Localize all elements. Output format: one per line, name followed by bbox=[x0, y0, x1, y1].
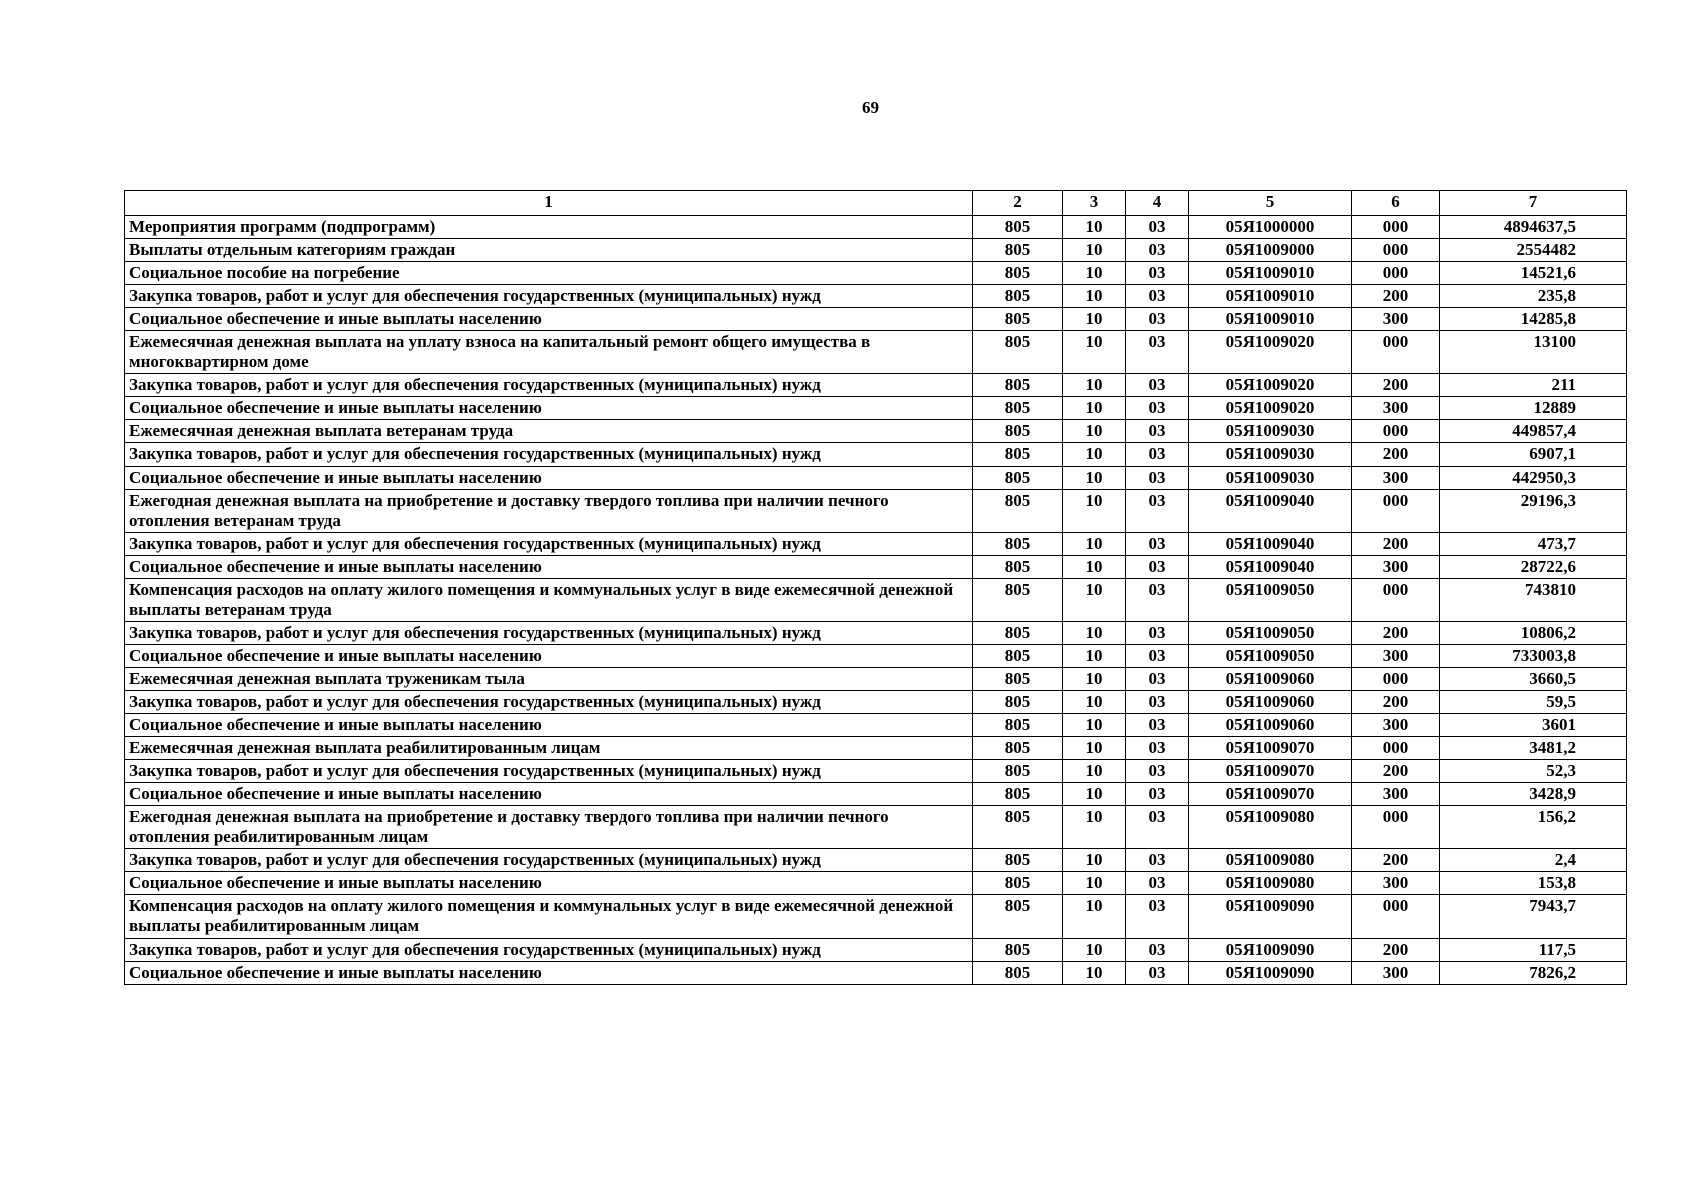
page-number: 69 bbox=[862, 98, 879, 117]
cell-section: 10 bbox=[1063, 262, 1126, 285]
cell-target-article: 05Я1009070 bbox=[1189, 783, 1352, 806]
cell-section: 10 bbox=[1063, 578, 1126, 621]
cell-subsection: 03 bbox=[1126, 216, 1189, 239]
cell-amount: 442950,3 bbox=[1440, 466, 1627, 489]
cell-expense-type: 000 bbox=[1352, 216, 1440, 239]
cell-target-article: 05Я1009020 bbox=[1189, 331, 1352, 374]
cell-section: 10 bbox=[1063, 466, 1126, 489]
cell-expense-type: 000 bbox=[1352, 262, 1440, 285]
cell-subsection: 03 bbox=[1126, 239, 1189, 262]
cell-subsection: 03 bbox=[1126, 714, 1189, 737]
row-name: Социальное обеспечение и иные выплаты населению bbox=[125, 872, 973, 895]
row-name: Социальное обеспечение и иные выплаты населению bbox=[125, 961, 973, 984]
table-row bbox=[125, 961, 1627, 984]
cell-section: 10 bbox=[1063, 397, 1126, 420]
table-row bbox=[125, 938, 1627, 961]
cell-amount: 14521,6 bbox=[1440, 262, 1627, 285]
cell-expense-type: 300 bbox=[1352, 555, 1440, 578]
cell-expense-type: 000 bbox=[1352, 489, 1440, 532]
row-name: Ежемесячная денежная выплата реабилитированным лицам bbox=[125, 737, 973, 760]
row-name: Социальное обеспечение и иные выплаты населению bbox=[125, 466, 973, 489]
row-name: Компенсация расходов на оплату жилого помещения и коммунальных услуг в виде ежемесячной денежной выплаты реабилитированным лицам bbox=[125, 895, 973, 938]
cell-subsection: 03 bbox=[1126, 578, 1189, 621]
cell-expense-type: 200 bbox=[1352, 760, 1440, 783]
row-name: Социальное обеспечение и иные выплаты населению bbox=[125, 555, 973, 578]
row-name: Ежемесячная денежная выплата на уплату взноса на капитальный ремонт общего имущества в многоквартирном доме bbox=[125, 331, 973, 374]
cell-amount: 3428,9 bbox=[1440, 783, 1627, 806]
row-name: Закупка товаров, работ и услуг для обеспечения государственных (муниципальных) нужд bbox=[125, 443, 973, 466]
row-name: Ежегодная денежная выплата на приобретение и доставку твердого топлива при наличии печного отопления ветеранам труда bbox=[125, 489, 973, 532]
cell-section: 10 bbox=[1063, 216, 1126, 239]
row-name: Закупка товаров, работ и услуг для обеспечения государственных (муниципальных) нужд bbox=[125, 760, 973, 783]
cell-expense-type: 200 bbox=[1352, 374, 1440, 397]
cell-subsection: 03 bbox=[1126, 667, 1189, 690]
table-body bbox=[125, 216, 1627, 985]
cell-target-article: 05Я1009030 bbox=[1189, 466, 1352, 489]
cell-amount: 449857,4 bbox=[1440, 420, 1627, 443]
cell-ministry: 805 bbox=[973, 714, 1063, 737]
row-name: Закупка товаров, работ и услуг для обеспечения государственных (муниципальных) нужд bbox=[125, 285, 973, 308]
cell-ministry: 805 bbox=[973, 239, 1063, 262]
table-row bbox=[125, 443, 1627, 466]
cell-ministry: 805 bbox=[973, 578, 1063, 621]
cell-ministry: 805 bbox=[973, 285, 1063, 308]
cell-target-article: 05Я1009010 bbox=[1189, 308, 1352, 331]
cell-target-article: 05Я1009080 bbox=[1189, 849, 1352, 872]
row-name: Социальное обеспечение и иные выплаты населению bbox=[125, 644, 973, 667]
header-row bbox=[125, 191, 1627, 216]
col-header-7: 7 bbox=[1440, 191, 1627, 216]
cell-expense-type: 200 bbox=[1352, 938, 1440, 961]
row-name: Закупка товаров, работ и услуг для обеспечения государственных (муниципальных) нужд bbox=[125, 938, 973, 961]
cell-expense-type: 000 bbox=[1352, 239, 1440, 262]
cell-expense-type: 000 bbox=[1352, 806, 1440, 849]
cell-section: 10 bbox=[1063, 760, 1126, 783]
cell-amount: 117,5 bbox=[1440, 938, 1627, 961]
table-row bbox=[125, 760, 1627, 783]
cell-expense-type: 200 bbox=[1352, 285, 1440, 308]
table-row bbox=[125, 532, 1627, 555]
cell-amount: 12889 bbox=[1440, 397, 1627, 420]
cell-section: 10 bbox=[1063, 895, 1126, 938]
cell-subsection: 03 bbox=[1126, 466, 1189, 489]
row-name: Ежемесячная денежная выплата ветеранам труда bbox=[125, 420, 973, 443]
row-name: Закупка товаров, работ и услуг для обеспечения государственных (муниципальных) нужд bbox=[125, 374, 973, 397]
col-header-6: 6 bbox=[1352, 191, 1440, 216]
cell-target-article: 05Я1009040 bbox=[1189, 532, 1352, 555]
cell-amount: 29196,3 bbox=[1440, 489, 1627, 532]
table-row bbox=[125, 667, 1627, 690]
cell-amount: 7826,2 bbox=[1440, 961, 1627, 984]
cell-amount: 153,8 bbox=[1440, 872, 1627, 895]
cell-section: 10 bbox=[1063, 737, 1126, 760]
cell-target-article: 05Я1009060 bbox=[1189, 714, 1352, 737]
cell-target-article: 05Я1009060 bbox=[1189, 690, 1352, 713]
table-row bbox=[125, 849, 1627, 872]
cell-target-article: 05Я1000000 bbox=[1189, 216, 1352, 239]
cell-target-article: 05Я1009020 bbox=[1189, 397, 1352, 420]
row-name: Закупка товаров, работ и услуг для обеспечения государственных (муниципальных) нужд bbox=[125, 690, 973, 713]
cell-expense-type: 000 bbox=[1352, 331, 1440, 374]
cell-expense-type: 300 bbox=[1352, 872, 1440, 895]
cell-amount: 2,4 bbox=[1440, 849, 1627, 872]
cell-ministry: 805 bbox=[973, 938, 1063, 961]
col-header-3: 3 bbox=[1063, 191, 1126, 216]
cell-section: 10 bbox=[1063, 783, 1126, 806]
table-row bbox=[125, 555, 1627, 578]
cell-ministry: 805 bbox=[973, 667, 1063, 690]
row-name: Социальное обеспечение и иные выплаты населению bbox=[125, 783, 973, 806]
row-name: Социальное пособие на погребение bbox=[125, 262, 973, 285]
cell-target-article: 05Я1009090 bbox=[1189, 895, 1352, 938]
cell-target-article: 05Я1009090 bbox=[1189, 961, 1352, 984]
table-row bbox=[125, 737, 1627, 760]
row-name: Социальное обеспечение и иные выплаты населению bbox=[125, 397, 973, 420]
row-name: Закупка товаров, работ и услуг для обеспечения государственных (муниципальных) нужд bbox=[125, 621, 973, 644]
cell-subsection: 03 bbox=[1126, 938, 1189, 961]
cell-ministry: 805 bbox=[973, 397, 1063, 420]
cell-section: 10 bbox=[1063, 420, 1126, 443]
col-header-4: 4 bbox=[1126, 191, 1189, 216]
cell-subsection: 03 bbox=[1126, 532, 1189, 555]
table-row bbox=[125, 374, 1627, 397]
cell-subsection: 03 bbox=[1126, 420, 1189, 443]
cell-subsection: 03 bbox=[1126, 895, 1189, 938]
cell-ministry: 805 bbox=[973, 532, 1063, 555]
cell-expense-type: 300 bbox=[1352, 466, 1440, 489]
cell-target-article: 05Я1009040 bbox=[1189, 555, 1352, 578]
cell-subsection: 03 bbox=[1126, 397, 1189, 420]
cell-subsection: 03 bbox=[1126, 374, 1189, 397]
cell-section: 10 bbox=[1063, 872, 1126, 895]
cell-amount: 3481,2 bbox=[1440, 737, 1627, 760]
cell-subsection: 03 bbox=[1126, 737, 1189, 760]
cell-subsection: 03 bbox=[1126, 806, 1189, 849]
cell-target-article: 05Я1009080 bbox=[1189, 806, 1352, 849]
cell-amount: 14285,8 bbox=[1440, 308, 1627, 331]
table-row bbox=[125, 489, 1627, 532]
cell-target-article: 05Я1009050 bbox=[1189, 578, 1352, 621]
cell-amount: 235,8 bbox=[1440, 285, 1627, 308]
cell-section: 10 bbox=[1063, 961, 1126, 984]
cell-amount: 743810 bbox=[1440, 578, 1627, 621]
cell-amount: 10806,2 bbox=[1440, 621, 1627, 644]
cell-ministry: 805 bbox=[973, 783, 1063, 806]
cell-target-article: 05Я1009070 bbox=[1189, 760, 1352, 783]
cell-amount: 6907,1 bbox=[1440, 443, 1627, 466]
cell-ministry: 805 bbox=[973, 961, 1063, 984]
cell-expense-type: 000 bbox=[1352, 578, 1440, 621]
cell-amount: 211 bbox=[1440, 374, 1627, 397]
cell-expense-type: 300 bbox=[1352, 714, 1440, 737]
budget-table bbox=[124, 190, 1627, 985]
row-name: Ежемесячная денежная выплата труженикам тыла bbox=[125, 667, 973, 690]
cell-target-article: 05Я1009040 bbox=[1189, 489, 1352, 532]
cell-amount: 59,5 bbox=[1440, 690, 1627, 713]
cell-section: 10 bbox=[1063, 690, 1126, 713]
cell-amount: 28722,6 bbox=[1440, 555, 1627, 578]
cell-target-article: 05Я1009090 bbox=[1189, 938, 1352, 961]
cell-ministry: 805 bbox=[973, 216, 1063, 239]
row-name: Социальное обеспечение и иные выплаты населению bbox=[125, 308, 973, 331]
col-header-1: 1 bbox=[125, 191, 973, 216]
cell-ministry: 805 bbox=[973, 443, 1063, 466]
table-row bbox=[125, 466, 1627, 489]
cell-ministry: 805 bbox=[973, 644, 1063, 667]
row-name: Социальное обеспечение и иные выплаты населению bbox=[125, 714, 973, 737]
cell-subsection: 03 bbox=[1126, 644, 1189, 667]
cell-subsection: 03 bbox=[1126, 555, 1189, 578]
cell-subsection: 03 bbox=[1126, 760, 1189, 783]
cell-section: 10 bbox=[1063, 374, 1126, 397]
cell-subsection: 03 bbox=[1126, 331, 1189, 374]
cell-target-article: 05Я1009060 bbox=[1189, 667, 1352, 690]
cell-ministry: 805 bbox=[973, 374, 1063, 397]
cell-ministry: 805 bbox=[973, 806, 1063, 849]
cell-ministry: 805 bbox=[973, 555, 1063, 578]
cell-expense-type: 000 bbox=[1352, 420, 1440, 443]
cell-ministry: 805 bbox=[973, 760, 1063, 783]
cell-section: 10 bbox=[1063, 555, 1126, 578]
cell-amount: 13100 bbox=[1440, 331, 1627, 374]
cell-ministry: 805 bbox=[973, 895, 1063, 938]
cell-ministry: 805 bbox=[973, 872, 1063, 895]
cell-expense-type: 000 bbox=[1352, 667, 1440, 690]
cell-section: 10 bbox=[1063, 443, 1126, 466]
col-header-2: 2 bbox=[973, 191, 1063, 216]
cell-expense-type: 300 bbox=[1352, 644, 1440, 667]
row-name: Выплаты отдельным категориям граждан bbox=[125, 239, 973, 262]
row-name: Мероприятия программ (подпрограмм) bbox=[125, 216, 973, 239]
cell-subsection: 03 bbox=[1126, 783, 1189, 806]
cell-ministry: 805 bbox=[973, 331, 1063, 374]
cell-expense-type: 300 bbox=[1352, 308, 1440, 331]
table-row bbox=[125, 895, 1627, 938]
cell-amount: 3601 bbox=[1440, 714, 1627, 737]
cell-ministry: 805 bbox=[973, 308, 1063, 331]
cell-subsection: 03 bbox=[1126, 872, 1189, 895]
cell-target-article: 05Я1009080 bbox=[1189, 872, 1352, 895]
cell-ministry: 805 bbox=[973, 420, 1063, 443]
row-name: Закупка товаров, работ и услуг для обеспечения государственных (муниципальных) нужд bbox=[125, 532, 973, 555]
table-row bbox=[125, 285, 1627, 308]
cell-expense-type: 000 bbox=[1352, 895, 1440, 938]
col-header-5: 5 bbox=[1189, 191, 1352, 216]
cell-target-article: 05Я1009050 bbox=[1189, 644, 1352, 667]
table-row bbox=[125, 578, 1627, 621]
cell-section: 10 bbox=[1063, 285, 1126, 308]
row-name: Компенсация расходов на оплату жилого помещения и коммунальных услуг в виде ежемесячной денежной выплаты ветеранам труда bbox=[125, 578, 973, 621]
cell-subsection: 03 bbox=[1126, 262, 1189, 285]
table-row bbox=[125, 714, 1627, 737]
cell-amount: 7943,7 bbox=[1440, 895, 1627, 938]
cell-target-article: 05Я1009000 bbox=[1189, 239, 1352, 262]
cell-section: 10 bbox=[1063, 667, 1126, 690]
cell-expense-type: 000 bbox=[1352, 737, 1440, 760]
cell-amount: 473,7 bbox=[1440, 532, 1627, 555]
cell-amount: 52,3 bbox=[1440, 760, 1627, 783]
cell-expense-type: 200 bbox=[1352, 621, 1440, 644]
cell-subsection: 03 bbox=[1126, 489, 1189, 532]
cell-ministry: 805 bbox=[973, 690, 1063, 713]
cell-ministry: 805 bbox=[973, 849, 1063, 872]
cell-expense-type: 200 bbox=[1352, 690, 1440, 713]
cell-subsection: 03 bbox=[1126, 285, 1189, 308]
cell-amount: 3660,5 bbox=[1440, 667, 1627, 690]
cell-ministry: 805 bbox=[973, 262, 1063, 285]
cell-subsection: 03 bbox=[1126, 690, 1189, 713]
cell-section: 10 bbox=[1063, 806, 1126, 849]
cell-section: 10 bbox=[1063, 938, 1126, 961]
cell-target-article: 05Я1009030 bbox=[1189, 443, 1352, 466]
table-row bbox=[125, 216, 1627, 239]
cell-section: 10 bbox=[1063, 489, 1126, 532]
cell-subsection: 03 bbox=[1126, 849, 1189, 872]
cell-target-article: 05Я1009010 bbox=[1189, 262, 1352, 285]
cell-subsection: 03 bbox=[1126, 443, 1189, 466]
cell-target-article: 05Я1009070 bbox=[1189, 737, 1352, 760]
cell-expense-type: 200 bbox=[1352, 532, 1440, 555]
table-row bbox=[125, 872, 1627, 895]
cell-expense-type: 300 bbox=[1352, 783, 1440, 806]
row-name: Ежегодная денежная выплата на приобретение и доставку твердого топлива при наличии печного отопления реабилитированным лицам bbox=[125, 806, 973, 849]
cell-section: 10 bbox=[1063, 849, 1126, 872]
cell-target-article: 05Я1009020 bbox=[1189, 374, 1352, 397]
cell-expense-type: 300 bbox=[1352, 397, 1440, 420]
cell-amount: 733003,8 bbox=[1440, 644, 1627, 667]
cell-target-article: 05Я1009050 bbox=[1189, 621, 1352, 644]
table-row bbox=[125, 621, 1627, 644]
cell-section: 10 bbox=[1063, 331, 1126, 374]
cell-section: 10 bbox=[1063, 644, 1126, 667]
cell-ministry: 805 bbox=[973, 489, 1063, 532]
table-row bbox=[125, 690, 1627, 713]
cell-expense-type: 300 bbox=[1352, 961, 1440, 984]
table-row bbox=[125, 262, 1627, 285]
cell-amount: 2554482 bbox=[1440, 239, 1627, 262]
cell-section: 10 bbox=[1063, 621, 1126, 644]
table-row bbox=[125, 783, 1627, 806]
cell-section: 10 bbox=[1063, 714, 1126, 737]
table-row bbox=[125, 806, 1627, 849]
cell-section: 10 bbox=[1063, 532, 1126, 555]
table-row bbox=[125, 420, 1627, 443]
cell-ministry: 805 bbox=[973, 621, 1063, 644]
table-row bbox=[125, 308, 1627, 331]
cell-section: 10 bbox=[1063, 308, 1126, 331]
table-row bbox=[125, 331, 1627, 374]
cell-expense-type: 200 bbox=[1352, 443, 1440, 466]
cell-target-article: 05Я1009030 bbox=[1189, 420, 1352, 443]
cell-amount: 156,2 bbox=[1440, 806, 1627, 849]
cell-ministry: 805 bbox=[973, 737, 1063, 760]
cell-section: 10 bbox=[1063, 239, 1126, 262]
cell-subsection: 03 bbox=[1126, 961, 1189, 984]
cell-ministry: 805 bbox=[973, 466, 1063, 489]
cell-amount: 4894637,5 bbox=[1440, 216, 1627, 239]
table-row bbox=[125, 644, 1627, 667]
row-name: Закупка товаров, работ и услуг для обеспечения государственных (муниципальных) нужд bbox=[125, 849, 973, 872]
cell-expense-type: 200 bbox=[1352, 849, 1440, 872]
cell-subsection: 03 bbox=[1126, 308, 1189, 331]
cell-target-article: 05Я1009010 bbox=[1189, 285, 1352, 308]
cell-subsection: 03 bbox=[1126, 621, 1189, 644]
table-row bbox=[125, 397, 1627, 420]
table-row bbox=[125, 239, 1627, 262]
